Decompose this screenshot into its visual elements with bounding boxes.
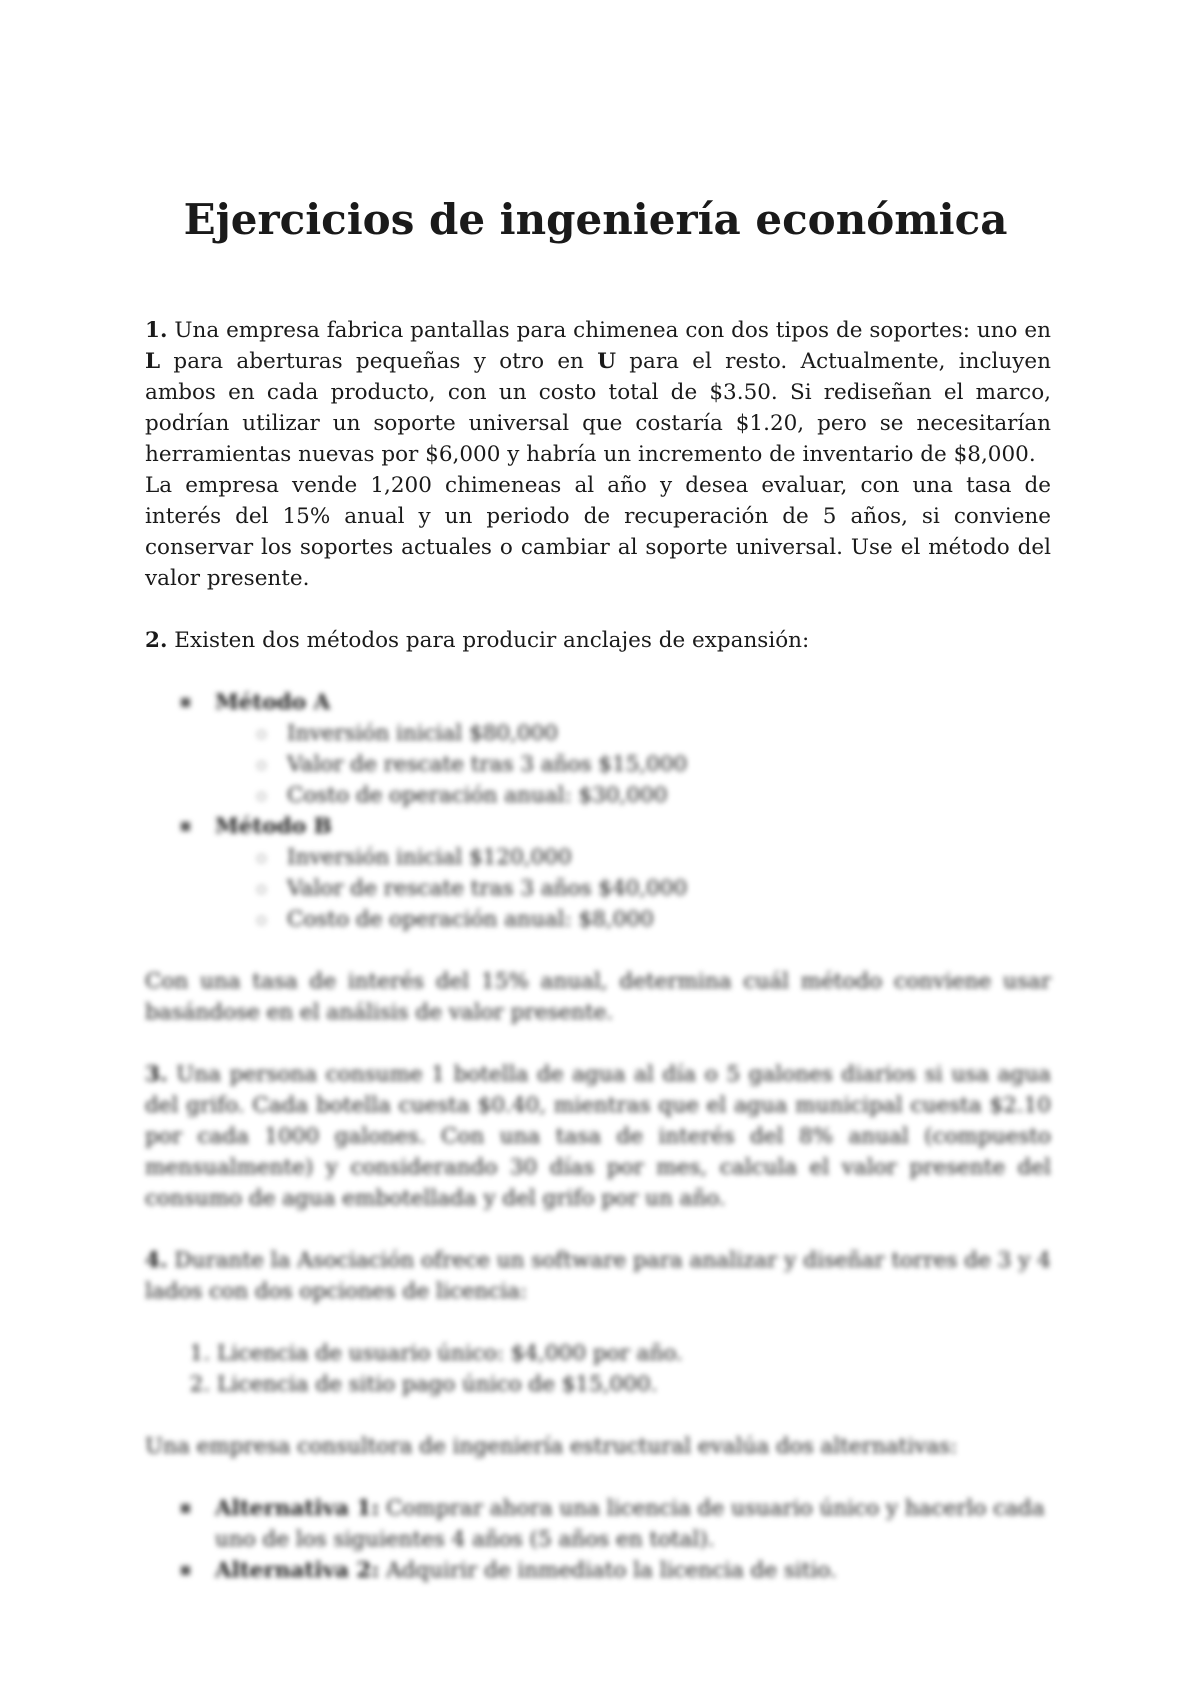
problem-number: 3.	[145, 1062, 168, 1087]
list-item: Inversión inicial $120,000	[287, 842, 1051, 873]
problem-3	[145, 1059, 1051, 1214]
method-details	[215, 718, 1051, 811]
alternative-text: Comprar ahora una licencia de usuario único y hacerlo cada uno de los siguientes 4 años (5 años en total).	[215, 1496, 1045, 1552]
problem-4-intro-2: Una empresa consultora de ingeniería estructural evalúa dos alternativas:	[145, 1434, 958, 1459]
list-item: Valor de rescate tras 3 años $15,000	[287, 749, 1051, 780]
page-title: Ejercicios de ingeniería económica	[183, 195, 1008, 244]
problem-text: Una empresa fabrica pantallas para chimenea con dos tipos de soportes: uno en	[174, 318, 1051, 343]
method-name: Método A	[215, 690, 331, 715]
list-item: Valor de rescate tras 3 años $40,000	[287, 873, 1051, 904]
license-options	[145, 1338, 1051, 1400]
problem-number: 1.	[145, 318, 168, 343]
problem-number: 4.	[145, 1248, 168, 1273]
alternatives-list	[145, 1493, 1051, 1586]
problem-4	[145, 1245, 1051, 1307]
problem-1	[145, 315, 1051, 470]
list-item	[215, 687, 1051, 811]
methods-list	[145, 687, 1051, 935]
problem-text: Una persona consume 1 botella de agua al día o 5 galones diarios si usa agua del grifo. Cada botella cuesta $0.40, mientras que el agua municipal cuesta $2.10 por cada 1000 galones. Con una tasa de interés del 8% anual (compuesto mensualmente) y considerando 30 días por mes, calcula el valor presente del consumo de agua embotellada y del grifo por un año.	[145, 1062, 1051, 1211]
method-name: Método B	[215, 814, 332, 839]
problem-text: para el resto. Actualmente, incluyen ambos en cada producto, con un costo total de $3.50. Si rediseñan el marco, podrían utilizar un soporte universal que costaría $1.20, pero se necesitarían herramientas nuevas por $6,000 y habría un incremento de inventario de $8,000.	[145, 349, 1051, 467]
alternative-label: Alternativa 2:	[215, 1558, 380, 1583]
bracket-l: L	[145, 349, 161, 374]
list-item	[215, 811, 1051, 935]
problem-text: para aberturas pequeñas y otro en	[160, 349, 598, 374]
list-item: 1. Licencia de usuario único: $4,000 por año.	[217, 1338, 1051, 1369]
method-details	[215, 842, 1051, 935]
list-item: 2. Licencia de sitio pago único de $15,000.	[217, 1369, 1051, 1400]
list-item: Costo de operación anual: $8,000	[287, 904, 1051, 935]
problem-2-closing: Con una tasa de interés del 15% anual, determina cuál método conviene usar basándose en el análisis de valor presente.	[145, 969, 1051, 1025]
blurred-section	[145, 687, 1051, 1586]
alternative-label: Alternativa 1:	[215, 1496, 380, 1521]
alternative-text: Adquirir de inmediato la licencia de sitio.	[379, 1558, 837, 1583]
list-item: Costo de operación anual: $30,000	[287, 780, 1051, 811]
problem-2	[145, 625, 1051, 656]
problem-number: 2.	[145, 628, 168, 653]
list-item	[215, 1555, 1051, 1586]
list-item	[215, 1493, 1051, 1555]
bracket-u: U	[597, 349, 616, 374]
list-item: Inversión inicial $80,000	[287, 718, 1051, 749]
problem-text: Existen dos métodos para producir anclajes de expansión:	[174, 628, 810, 653]
problem-text: Durante la Asociación ofrece un software para analizar y diseñar torres de 3 y 4 lados con dos opciones de licencia:	[145, 1248, 1051, 1304]
document-body	[145, 315, 1051, 1586]
problem-1-paragraph-2: La empresa vende 1,200 chimeneas al año y desea evaluar, con una tasa de interés del 15% anual y un periodo de recuperación de 5 años, si conviene conservar los soportes actuales o cambiar al soporte universal. Use el método del valor presente.	[145, 473, 1051, 591]
